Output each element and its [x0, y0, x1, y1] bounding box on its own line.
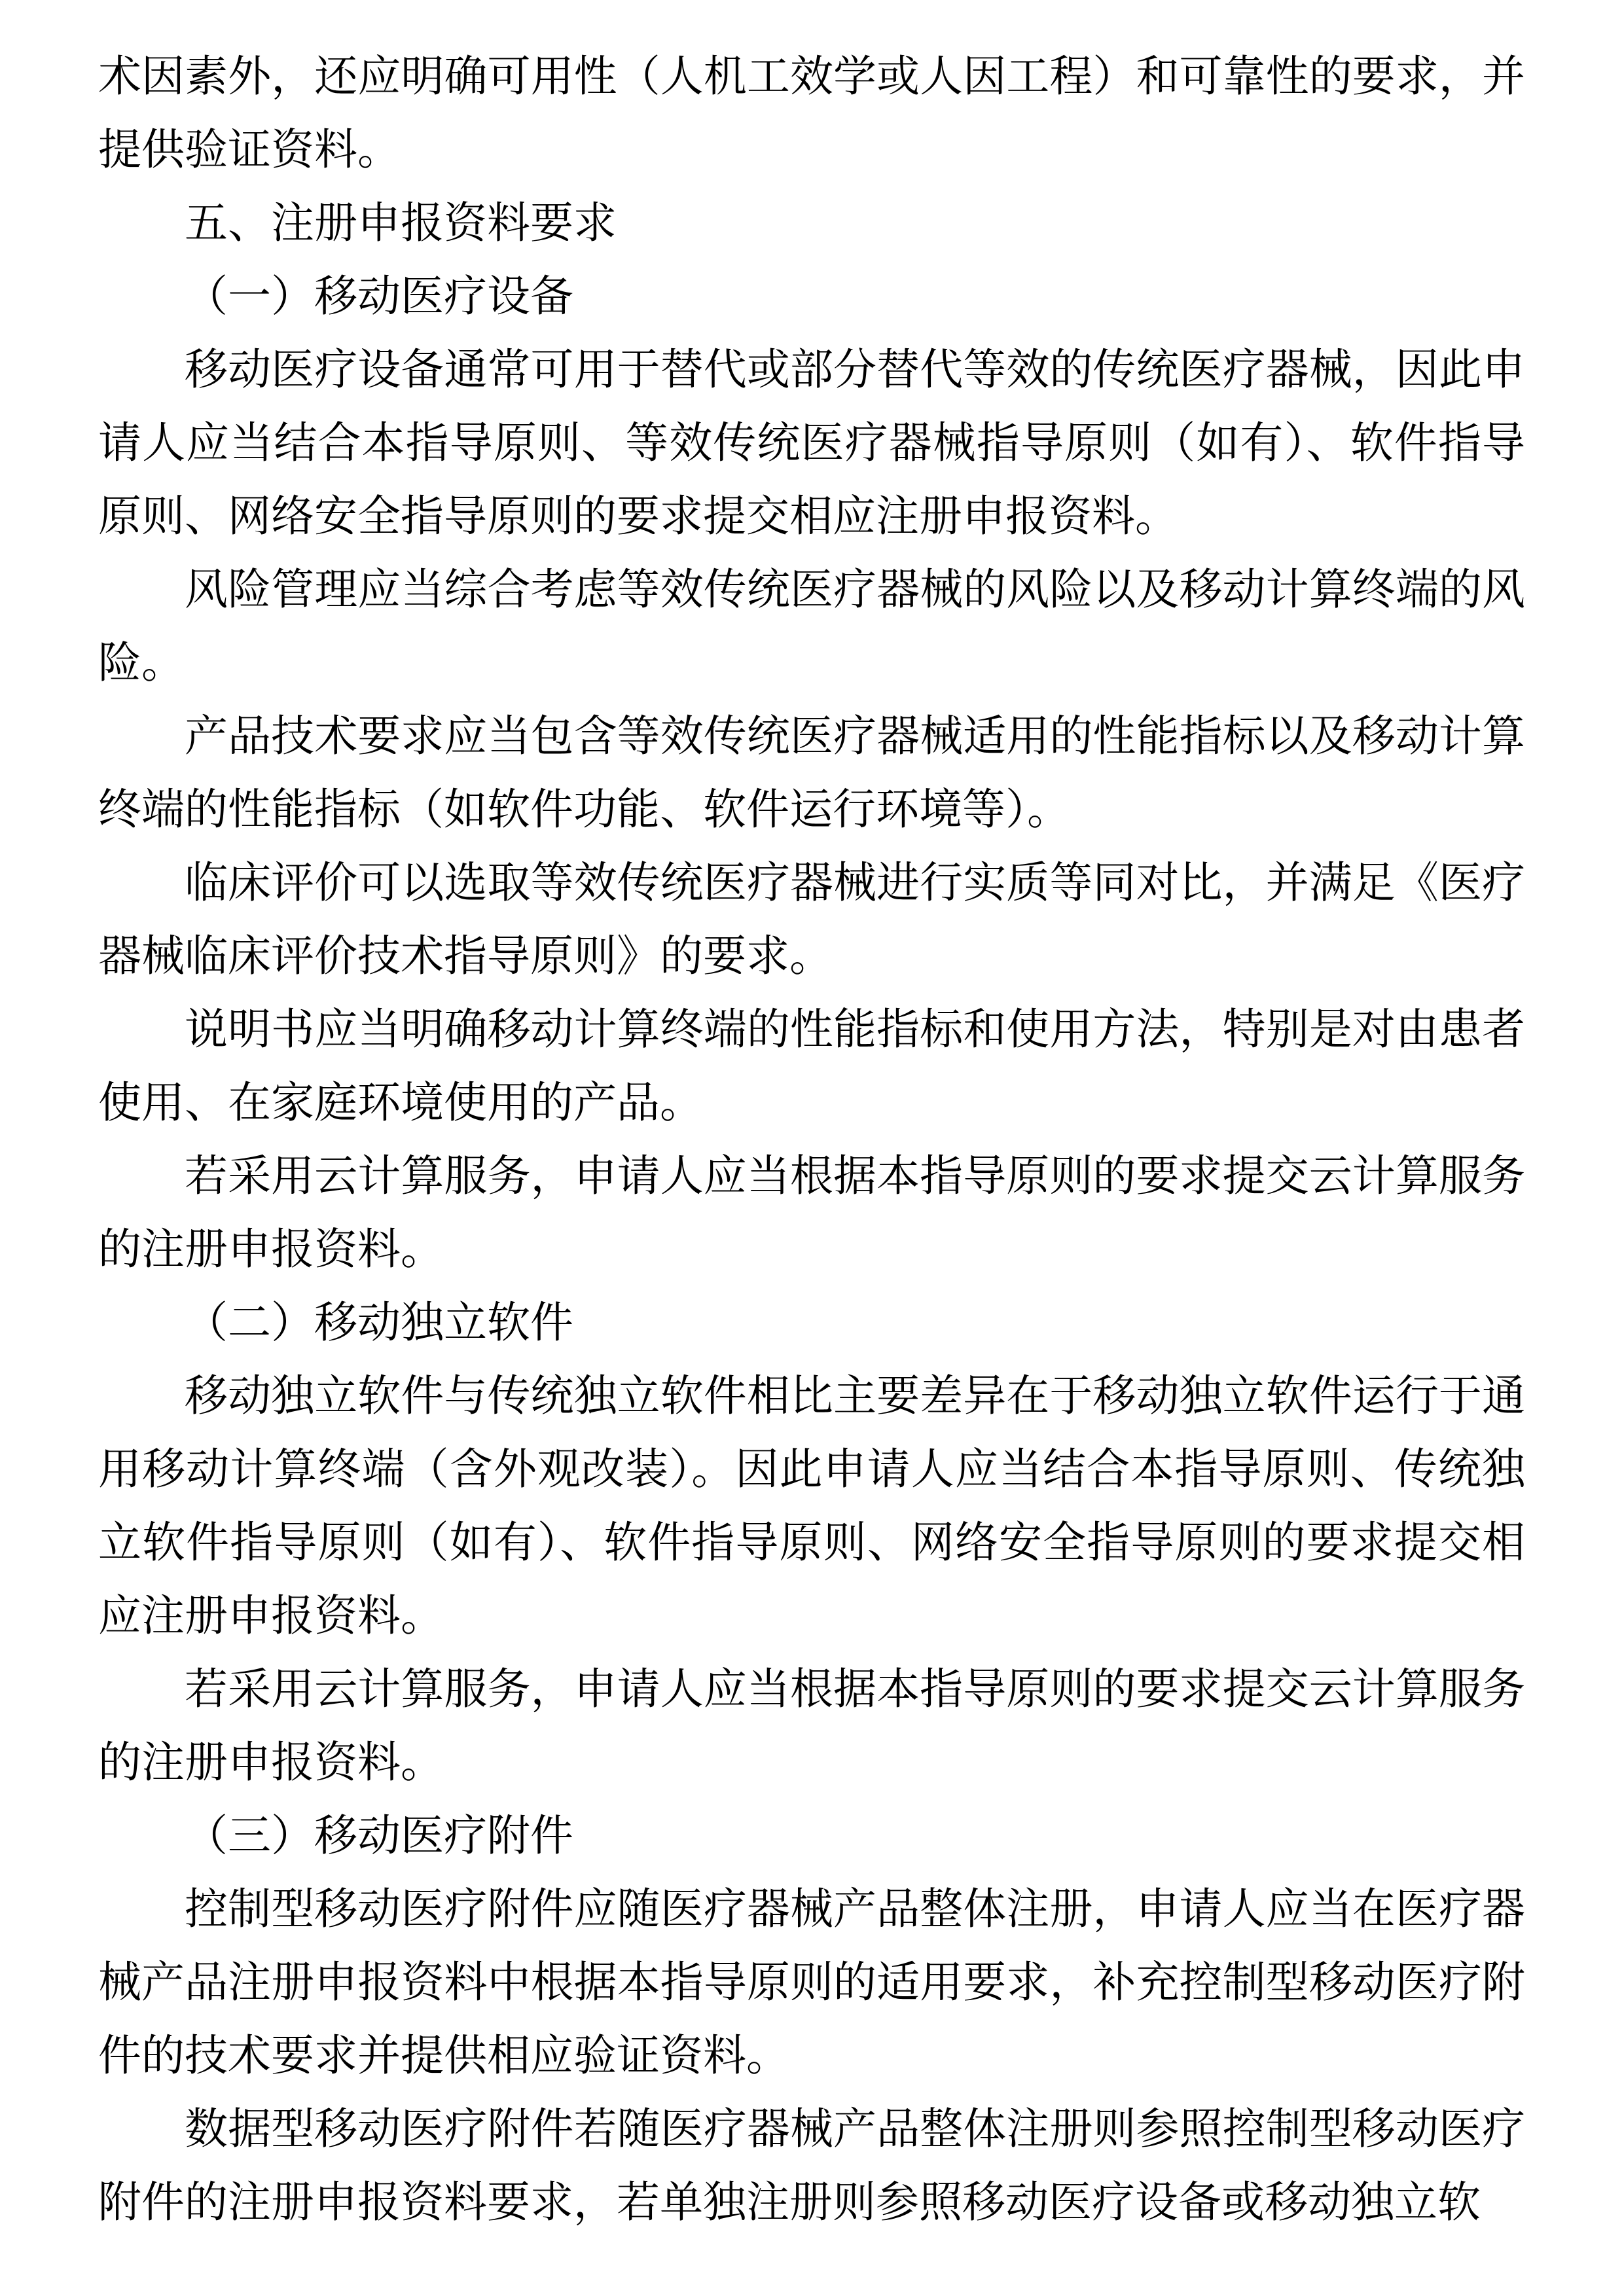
- paragraph: 移动医疗设备通常可用于替代或部分替代等效的传统医疗器械，因此申请人应当结合本指导原则、等效传统医疗器械指导原则（如有）、软件指导原则、网络安全指导原则的要求提交相应注册申报资料。: [98, 345, 1525, 540]
- document-body: [98, 39, 1525, 2238]
- paragraph: 移动独立软件与传统独立软件相比主要差异在于移动独立软件运行于通用移动计算终端（含外观改装）。因此申请人应当结合本指导原则、传统独立软件指导原则（如有）、软件指导原则、网络安全指导原则的要求提交相应注册申报资料。: [98, 1371, 1525, 1640]
- section-heading: （二）移动独立软件: [185, 1298, 573, 1346]
- paragraph: 风险管理应当综合考虑等效传统医疗器械的风险以及移动计算终端的风险。: [98, 565, 1525, 687]
- paragraph: 若采用云计算服务，申请人应当根据本指导原则的要求提交云计算服务的注册申报资料。: [98, 1664, 1525, 1786]
- paragraph: 若采用云计算服务，申请人应当根据本指导原则的要求提交云计算服务的注册申报资料。: [98, 1151, 1525, 1273]
- paragraph: 说明书应当明确移动计算终端的性能指标和使用方法，特别是对由患者使用、在家庭环境使用的产品。: [98, 1005, 1525, 1126]
- section-heading: （一）移动医疗设备: [185, 272, 573, 320]
- paragraph: 数据型移动医疗附件若随医疗器械产品整体注册则参照控制型移动医疗附件的注册申报资料要求，若单独注册则参照移动医疗设备或移动独立软: [98, 2104, 1525, 2226]
- section-heading: （三）移动医疗附件: [185, 1811, 573, 1859]
- section-heading: 五、注册申报资料要求: [185, 198, 617, 247]
- paragraph: 临床评价可以选取等效传统医疗器械进行实质等同对比，并满足《医疗器械临床评价技术指导原则》的要求。: [98, 858, 1525, 980]
- paragraph: 术因素外，还应明确可用性（人机工效学或人因工程）和可靠性的要求，并提供验证资料。: [98, 52, 1525, 173]
- paragraph: 控制型移动医疗附件应随医疗器械产品整体注册，申请人应当在医疗器械产品注册申报资料中根据本指导原则的适用要求，补充控制型移动医疗附件的技术要求并提供相应验证资料。: [98, 1884, 1525, 2079]
- paragraph: 产品技术要求应当包含等效传统医疗器械适用的性能指标以及移动计算终端的性能指标（如软件功能、软件运行环境等）。: [98, 711, 1525, 833]
